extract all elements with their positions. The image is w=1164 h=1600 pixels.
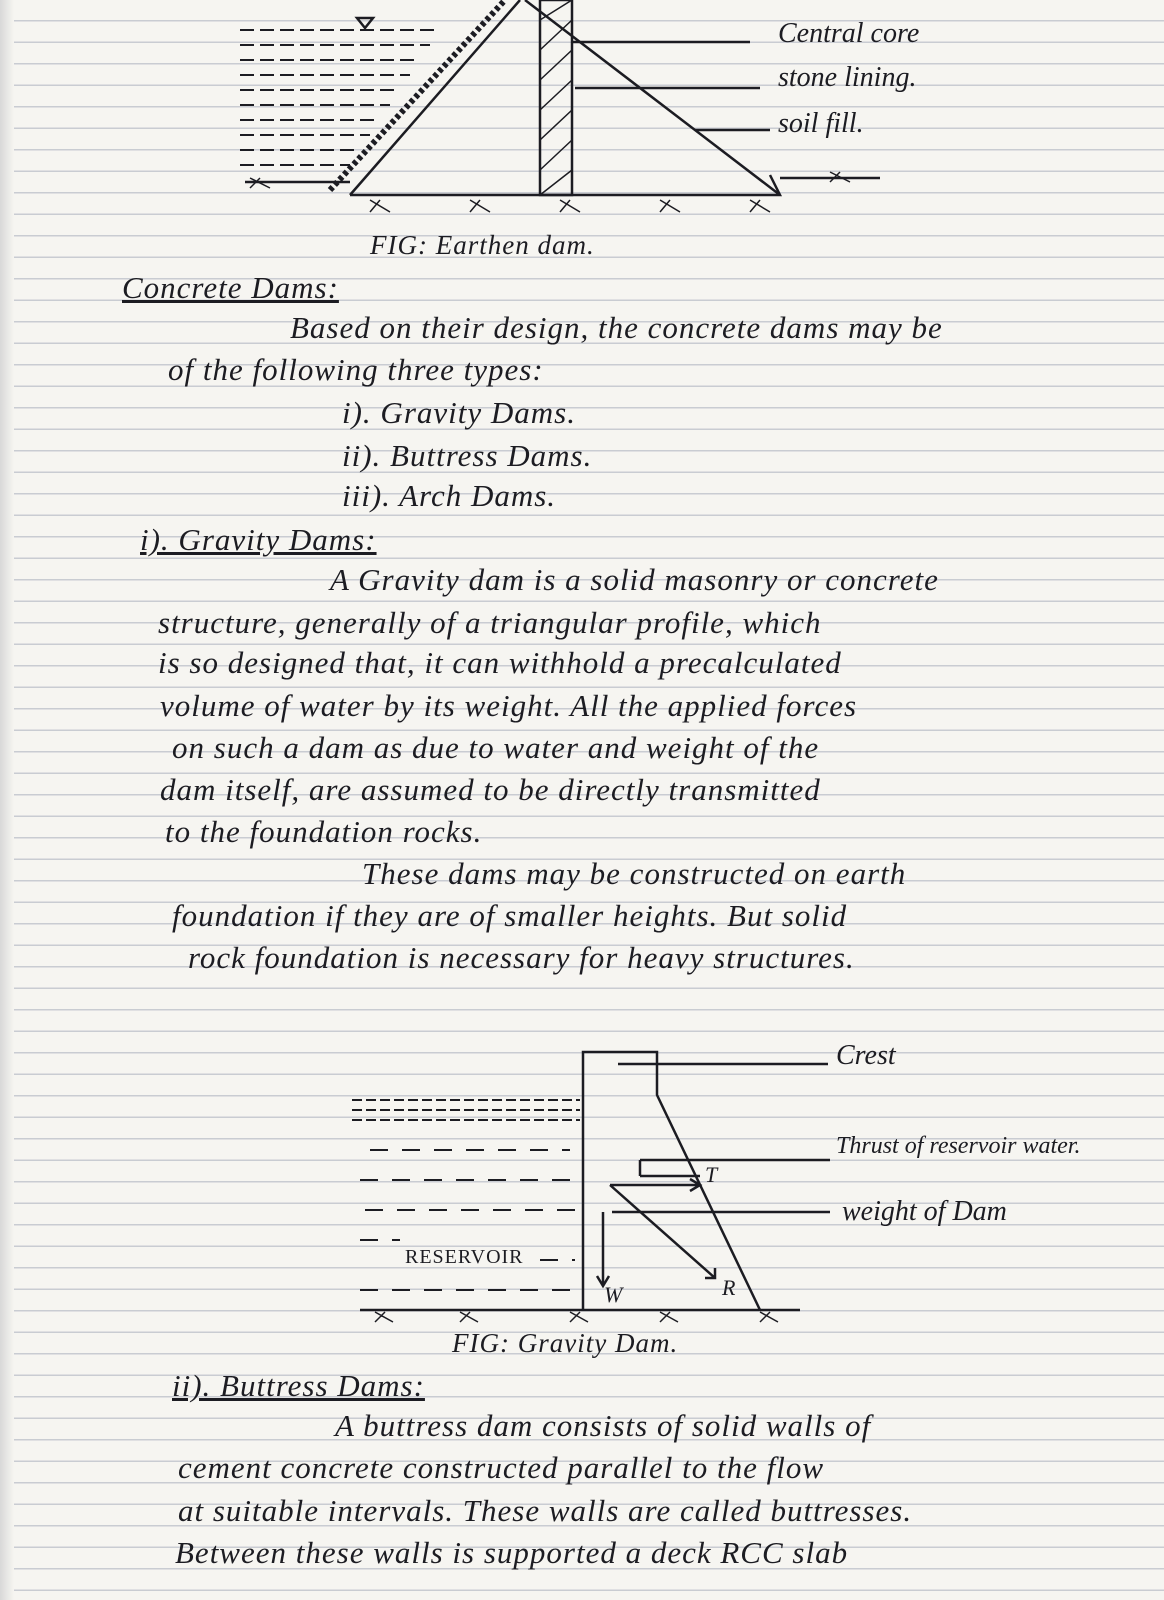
label-thrust: Thrust of reservoir water. — [836, 1133, 1081, 1159]
label-weight: weight of Dam — [842, 1196, 1007, 1227]
label-W: W — [604, 1282, 623, 1307]
label-crest: Crest — [836, 1040, 896, 1071]
foundation-hatching — [375, 1312, 778, 1322]
paragraph-line: to the foundation rocks. — [165, 814, 483, 849]
paragraph-line: Between these walls is supported a deck RCC slab — [175, 1535, 849, 1570]
type-item: iii). Arch Dams. — [342, 478, 557, 513]
intro-line: of the following three types: — [168, 352, 544, 387]
paragraph-line: dam itself, are assumed to be directly transmitted — [160, 772, 821, 807]
paragraph-line: on such a dam as due to water and weight of the — [172, 730, 820, 765]
dam-outline — [350, 0, 780, 195]
earthen-dam-diagram — [0, 0, 1164, 260]
figure1-caption: FIG: Earthen dam. — [370, 230, 595, 260]
paragraph-line: cement concrete constructed parallel to the flow — [178, 1450, 825, 1485]
figure2-caption: FIG: Gravity Dam. — [452, 1328, 679, 1358]
label-reservoir: RESERVOIR — [405, 1246, 524, 1268]
water-hatching — [240, 30, 440, 165]
paragraph-line: A buttress dam consists of solid walls of — [335, 1408, 872, 1443]
label-T: T — [705, 1162, 718, 1187]
paragraph-line: volume of water by its weight. All the applied forces — [160, 688, 858, 723]
water-level-marker — [357, 18, 373, 28]
label-R: R — [722, 1275, 736, 1300]
stone-lining — [330, 0, 505, 190]
heading-concrete-dams: Concrete Dams: — [122, 270, 339, 305]
paragraph-line: These dams may be constructed on earth — [362, 856, 907, 891]
type-item: ii). Buttress Dams. — [342, 438, 593, 473]
label-central-core: Central core — [778, 18, 920, 49]
paragraph-line: rock foundation is necessary for heavy structures. — [188, 940, 855, 975]
label-stone-lining: stone lining. — [778, 62, 917, 93]
leader-lines — [572, 42, 770, 130]
paragraph-line: at suitable intervals. These walls are called buttresses. — [178, 1493, 913, 1528]
label-soil-fill: soil fill. — [778, 108, 864, 139]
force-arrows — [597, 1179, 715, 1286]
intro-line: Based on their design, the concrete dams may be — [290, 310, 943, 345]
leader-lines — [612, 1064, 830, 1212]
gravity-dam-diagram — [0, 1040, 1164, 1330]
paragraph-line: A Gravity dam is a solid masonry or concrete — [330, 562, 939, 597]
paragraph-line: foundation if they are of smaller heights. But solid — [172, 898, 848, 933]
type-item: i). Gravity Dams. — [342, 395, 576, 430]
paragraph-line: structure, generally of a triangular profile, which — [158, 605, 822, 640]
heading-buttress-dams: ii). Buttress Dams: — [172, 1368, 425, 1403]
heading-gravity-dams: i). Gravity Dams: — [140, 522, 377, 557]
dam-outline — [583, 1052, 760, 1310]
paragraph-line: is so designed that, it can withhold a precalculated — [158, 645, 842, 680]
